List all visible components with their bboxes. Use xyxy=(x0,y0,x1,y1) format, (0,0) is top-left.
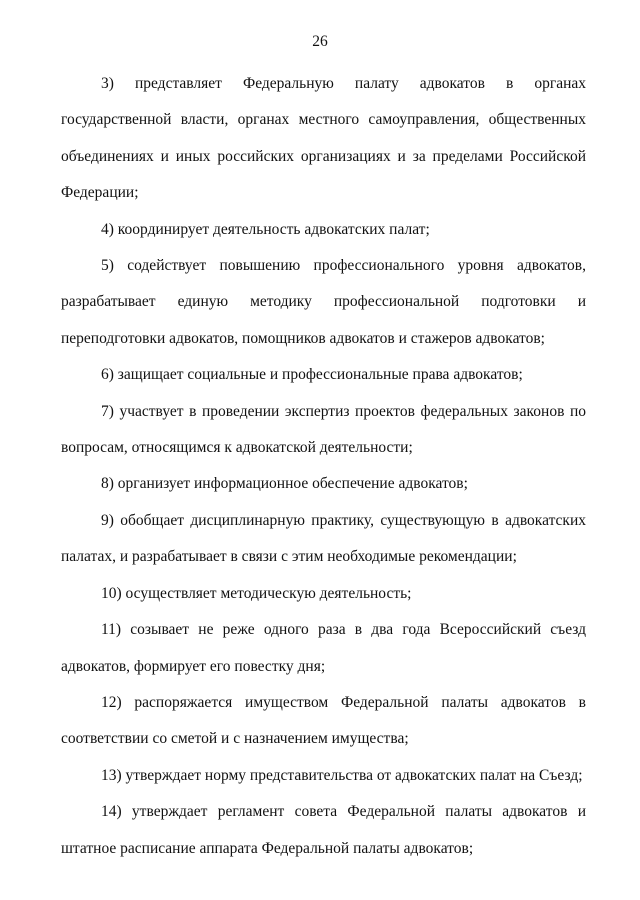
list-item: 6) защищает социальные и профессиональные права адвокатов; xyxy=(101,366,523,384)
list-item: 10) осуществляет методическую деятельность; xyxy=(101,584,412,602)
list-item: 4) координирует деятельность адвокатских палат; xyxy=(101,220,430,238)
list-item: 12) распоряжается имуществом Федеральной палаты адвокатов в соответствии со сметой и с назначением имущества; xyxy=(61,693,586,748)
list-item: 3) представляет Федеральную палату адвокатов в органах государственной власти, органах местного самоуправления, общественных объединениях и иных российских организациях и за пределами Российской Федерации; xyxy=(61,75,586,202)
document-body xyxy=(61,66,586,867)
page-number: 26 xyxy=(312,33,328,50)
list-item: 14) утверждает регламент совета Федеральной палаты адвокатов и штатное расписание аппарата Федеральной палаты адвокатов; xyxy=(61,803,586,857)
list-item: 8) организует информационное обеспечение адвокатов; xyxy=(101,475,468,493)
list-item: 13) утверждает норму представительства от адвокатских палат на Съезд; xyxy=(101,766,583,784)
list-item: 9) обобщает дисциплинарную практику, существующую в адвокатских палатах, и разрабатывает в связи с этим необходимые рекомендации; xyxy=(61,511,586,566)
list-item: 11) созывает не реже одного раза в два года Всероссийский съезд адвокатов, формирует его повестку дня; xyxy=(61,621,586,675)
list-item: 7) участвует в проведении экспертиз проектов федеральных законов по вопросам, относящимся к адвокатской деятельности; xyxy=(61,402,586,457)
list-item: 5) содействует повышению профессионального уровня адвокатов, разрабатывает единую методику профессиональной подготовки и переподготовки адвокатов, помощников адвокатов и стажеров адвокатов; xyxy=(61,257,586,347)
